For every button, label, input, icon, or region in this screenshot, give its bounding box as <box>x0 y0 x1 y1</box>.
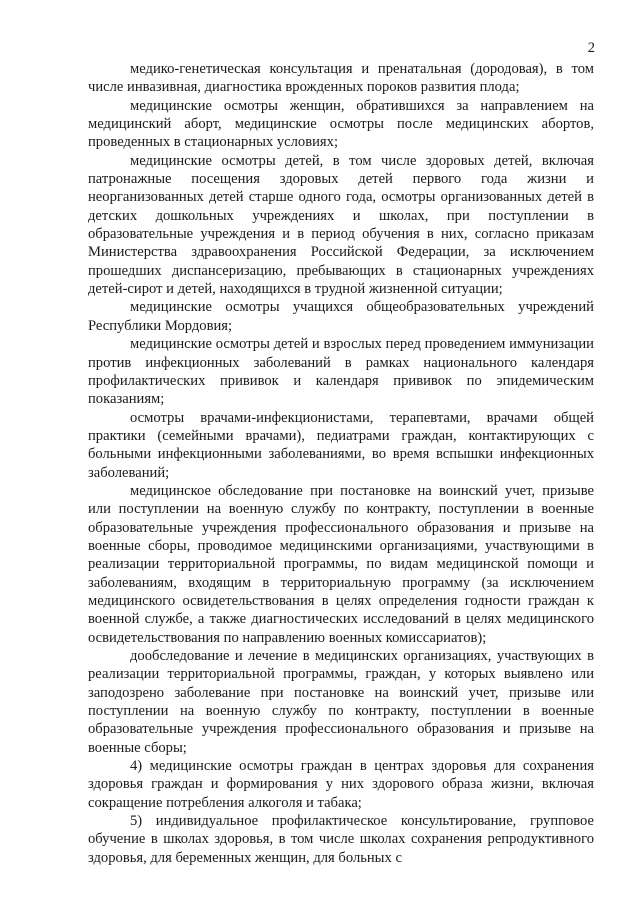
paragraph-infectious-contacts: осмотры врачами-инфекционистами, терапевтами, врачами общей практики (семейными врачами), педиатрами граждан, контактирующих с больными инфекционными заболеваниями, во время вспышки инфекционных заболеваний; <box>88 409 594 481</box>
paragraph-school-students-examinations: медицинские осмотры учащихся общеобразовательных учреждений Республики Мордовия; <box>88 299 594 334</box>
paragraph-additional-examination: дообследование и лечение в медицинских организациях, участвующих в реализации территориальной программы, граждан, у которых выявлено или заподозрено заболевание при постановке на воинский учет, призыве или поступлении на военную службу по контракту, поступлении в военные образовательные учреждения профессионального образования и призыве на военные сборы; <box>88 648 594 756</box>
page-number: 2 <box>587 40 595 56</box>
paragraph-item-4-health-centers: 4) медицинские осмотры граждан в центрах здоровья для сохранения здоровья граждан и формирования у них здорового образа жизни, включая сокращение потребления алкоголя и табака; <box>88 758 594 811</box>
paragraph-abortion-examinations: медицинские осмотры женщин, обратившихся за направлением на медицинский аборт, медицинские осмотры после медицинских абортов, проведенных в стационарных условиях; <box>88 97 594 151</box>
document-body <box>88 60 594 867</box>
paragraph-immunization-examinations: медицинские осмотры детей и взрослых перед проведением иммунизации против инфекционных заболеваний в рамках национального календаря профилактических прививок и календаря прививок по эпидемическим показаниям; <box>88 336 594 408</box>
paragraph-military-registration: медицинское обследование при постановке на воинский учет, призыве или поступлении на военную службу по контракту, поступлении в военные образовательные учреждения профессионального образования и призыве на военные сборы, проводимое медицинскими организациями, участвующими в реализации территориальной программы, по видам медицинской помощи и заболеваниям, входящим в территориальную программу (за исключением медицинского освидетельствования в целях определения годности граждан к военной службе, а также диагностических исследований в целях медицинского освидетельствования по направлению военных комиссариатов); <box>88 482 594 646</box>
paragraph-children-examinations: медицинские осмотры детей, в том числе здоровых детей, включая патронажные посещения здоровых детей первого года жизни и неорганизованных детей старше одного года, осмотры организованных детей в детских дошкольных учреждениях и школах, при поступлении в образовательные учреждения и в период обучения в них, согласно приказам Министерства здравоохранения Российской Федерации, за исключением прошедших диспансеризацию, пребывающих в стационарных учреждениях детей-сирот и детей, находящихся в трудной жизненной ситуации; <box>88 152 594 298</box>
paragraph-item-5-counseling: 5) индивидуальное профилактическое консультирование, групповое обучение в школах здоровья, в том числе школах сохранения репродуктивного здоровья, для беременных женщин, для больных с <box>88 813 594 866</box>
paragraph-prenatal-diagnostics: медико-генетическая консультация и пренатальная (дородовая), в том числе инвазивная, диагностика врожденных пороков развития плода; <box>88 61 594 96</box>
